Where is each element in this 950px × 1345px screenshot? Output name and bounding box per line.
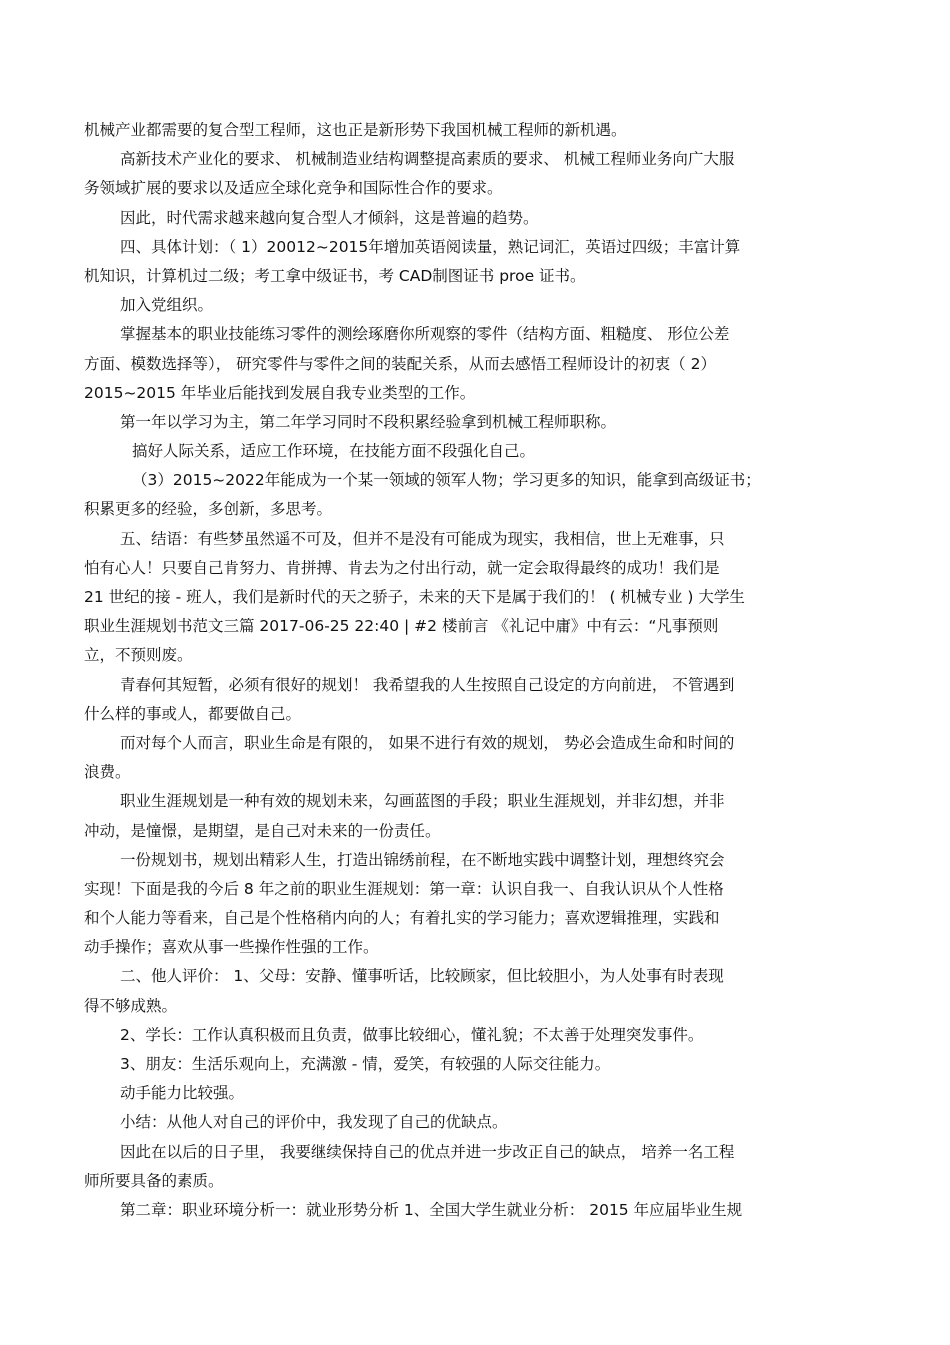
text-line: 一份规划书，规划出精彩人生，打造出锦绣前程，在不断地实践中调整计划，理想终究会 xyxy=(120,850,725,869)
text-line: 而对每个人而言，职业生命是有限的， 如果不进行有效的规划， 势必会造成生命和时间的 xyxy=(120,733,735,752)
text-line: 职业生涯规划书范文三篇 2017-06-25 22:40 | #2 楼前言 《礼记中庸》中有云：“凡事预则 xyxy=(84,617,719,636)
text-line: 21 世纪的接 - 班人，我们是新时代的天之骄子，未来的天下是属于我们的！ ( 机械专业 ) 大学生 xyxy=(84,588,745,606)
text-line: 搞好人际关系，适应工作环境，在技能方面不段强化自己。 xyxy=(132,442,536,461)
text-line: 务领域扩展的要求以及适应全球化竞争和国际性合作的要求。 xyxy=(84,179,503,198)
text-line: 2015~2015 年毕业后能找到发展自我专业类型的工作。 xyxy=(84,383,476,402)
text-line: 师所要具备的素质。 xyxy=(84,1171,224,1190)
text-line: 高新技术产业化的要求、 机械制造业结构调整提高素质的要求、 机械工程师业务向广大服 xyxy=(120,150,735,169)
text-line: （3）2015~2022年能成为一个某一领域的领军人物；学习更多的知识，能拿到高级证书； xyxy=(132,471,761,490)
text-line: 第一年以学习为主，第二年学习同时不段积累经验拿到机械工程师职称。 xyxy=(120,412,617,431)
text-line: 加入党组织。 xyxy=(120,296,214,315)
text-line: 怕有心人！只要自己肯努力、肯拼搏、肯去为之付出行动，就一定会取得最终的成功！我们是 xyxy=(84,558,720,577)
text-line: 四、具体计划：（ 1）20012~2015年增加英语阅读量，熟记词汇，英语过四级；丰富计算 xyxy=(120,237,741,256)
text-line: 浪费。 xyxy=(84,763,131,782)
text-line: 3、朋友：生活乐观向上，充满激 - 情，爱笑，有较强的人际交往能力。 xyxy=(120,1055,611,1073)
text-line: 掌握基本的职业技能练习零件的测绘琢磨你所观察的零件（结构方面、粗糙度、 形位公差 xyxy=(120,325,730,344)
text-line: 五、结语：有些梦虽然遥不可及，但并不是没有可能成为现实，我相信，世上无难事，只 xyxy=(120,529,725,548)
text-line: 冲动，是憧憬，是期望，是自己对未来的一份责任。 xyxy=(84,821,441,840)
text-line: 积累更多的经验，多创新，多思考。 xyxy=(84,500,333,519)
text-line: 和个人能力等看来，自己是个性格稍内向的人；有着扎实的学习能力；喜欢逻辑推理，实践和 xyxy=(84,909,720,928)
document-body xyxy=(84,116,870,1225)
text-line: 因此，时代需求越来越向复合型人才倾斜，这是普遍的趋势。 xyxy=(120,208,539,227)
text-line: 职业生涯规划是一种有效的规划未来，勾画蓝图的手段；职业生涯规划，并非幻想，并非 xyxy=(120,792,725,811)
text-line: 动手操作；喜欢从事一些操作性强的工作。 xyxy=(84,938,379,957)
text-line: 青春何其短暂，必须有很好的规划！ 我希望我的人生按照自己设定的方向前进， 不管遇到 xyxy=(120,675,735,694)
text-line: 小结：从他人对自己的评价中，我发现了自己的优缺点。 xyxy=(120,1113,508,1132)
text-line: 立，不预则废。 xyxy=(84,646,193,665)
text-line: 得不够成熟。 xyxy=(84,996,178,1015)
text-line: 实现！下面是我的今后 8 年之前的职业生涯规划：第一章：认识自我一、自我认识从个人性格 xyxy=(84,879,724,898)
text-line: 动手能力比较强。 xyxy=(120,1084,245,1103)
text-line: 2、学长：工作认真积极而且负责，做事比较细心，懂礼貌；不太善于处理突发事件。 xyxy=(120,1025,704,1044)
text-line: 什么样的事或人，都要做自己。 xyxy=(84,704,302,723)
text-line: 二、他人评价： 1、父母：安静、懂事听话，比较顾家，但比较胆小，为人处事有时表现 xyxy=(120,967,724,986)
text-line: 第二章：职业环境分析一：就业形势分析 1、全国大学生就业分析： 2015 年应届毕业生规 xyxy=(120,1200,743,1219)
text-line: 因此在以后的日子里， 我要继续保持自己的优点并进一步改正自己的缺点， 培养一名工程 xyxy=(120,1142,735,1161)
text-line: 方面、模数选择等）， 研究零件与零件之间的装配关系，从而去感悟工程师设计的初衷（ 2） xyxy=(84,354,716,373)
text-line: 机知识，计算机过二级；考工拿中级证书，考 CAD制图证书 proe 证书。 xyxy=(84,266,586,285)
text-line: 机械产业都需要的复合型工程师，这也正是新形势下我国机械工程师的新机遇。 xyxy=(84,121,627,139)
